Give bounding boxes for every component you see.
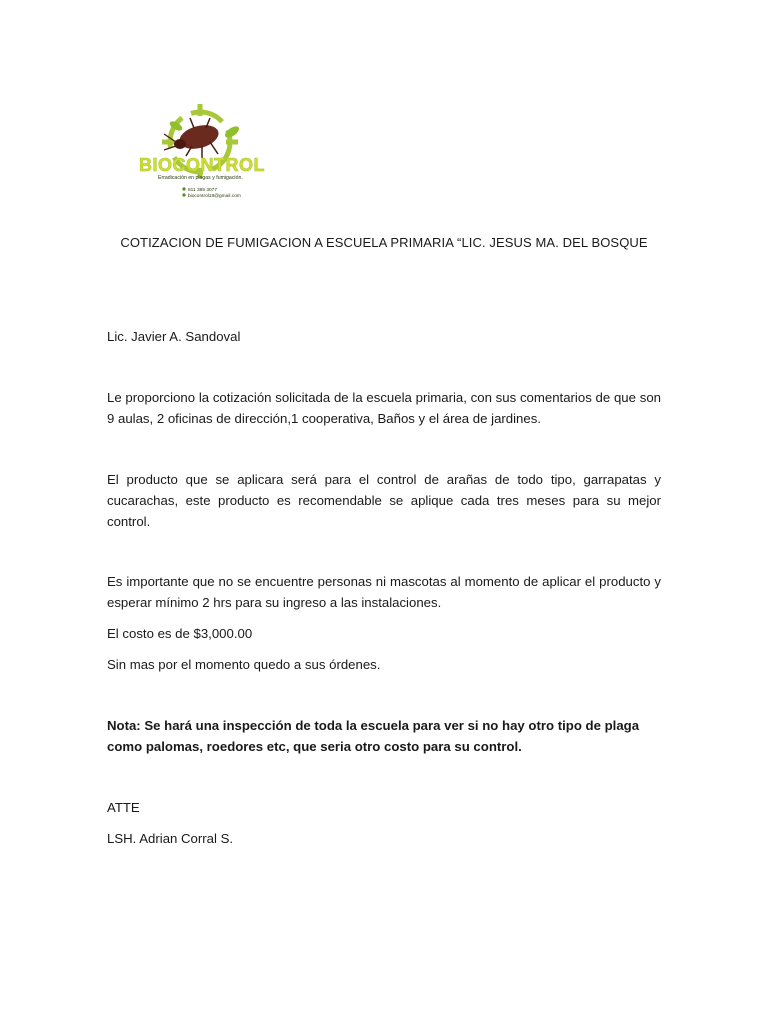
paragraph-product: El producto que se aplicara será para el control de arañas de todo tipo, garrapatas y cucarachas, este producto es recomendable se aplique cada tres meses para su mejor control. — [107, 472, 661, 529]
brand-tagline: Erradicación en plagas y fumigación. — [158, 175, 243, 181]
note-paragraph: Nota: Se hará una inspección de toda la escuela para ver si no hay otro tipo de plaga como palomas, roedores etc, que seria otro costo para su control. — [107, 718, 640, 754]
logo-graphic — [106, 94, 278, 222]
brand-phone: 811 385 3077 — [188, 188, 217, 193]
brand-name: BIOCONTROL — [139, 155, 265, 175]
closing-line: Sin mas por el momento quedo a sus órdenes. — [107, 657, 381, 672]
document-title: COTIZACION DE FUMIGACION A ESCUELA PRIMARIA “LIC. JESUS MA. DEL BOSQUE — [120, 235, 648, 250]
paragraph-quote-request: Le proporciono la cotización solicitada de la escuela primaria, con sus comentarios de que son 9 aulas, 2 oficinas de dirección,1 cooperativa, Baños y el área de jardines. — [107, 390, 661, 426]
biocontrol-logo — [106, 94, 278, 222]
cost-line: El costo es de $3,000.00 — [107, 626, 253, 641]
brand-email: biocontrol18@gmail.com — [188, 194, 241, 199]
signature-line: LSH. Adrian Corral S. — [107, 831, 234, 846]
recipient: Lic. Javier A. Sandoval — [107, 329, 241, 344]
paragraph-warning: Es importante que no se encuentre personas ni mascotas al momento de aplicar el producto y esperar mínimo 2 hrs para su ingreso a las instalaciones. — [107, 574, 661, 610]
atte-line: ATTE — [107, 800, 140, 815]
